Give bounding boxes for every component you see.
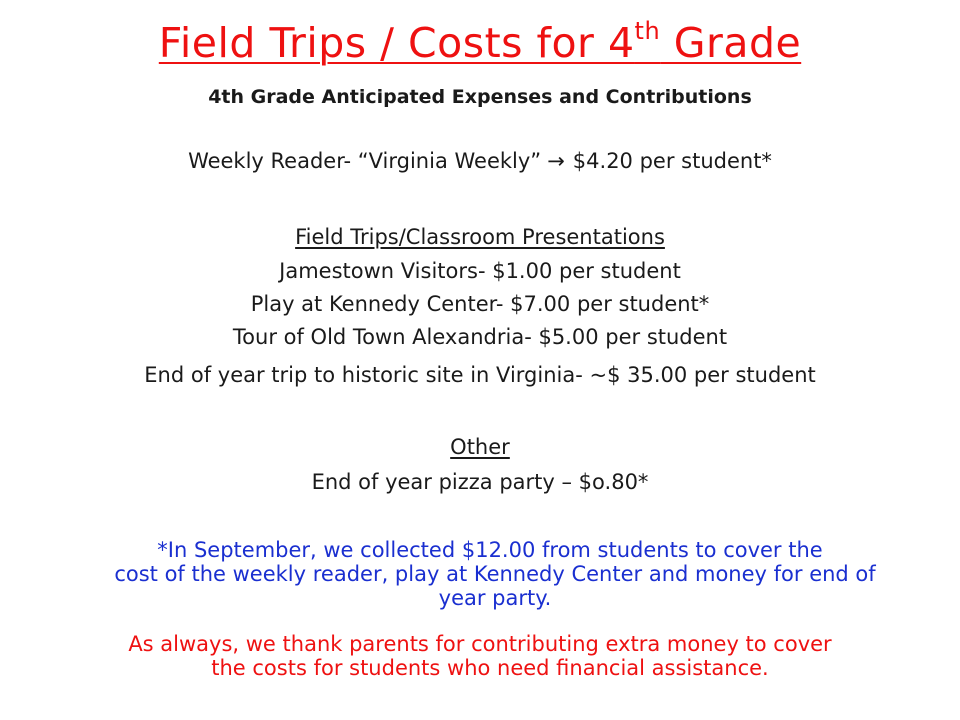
weekly-reader-cost: $4.20 per student* (572, 149, 772, 173)
right-arrow-icon: → (547, 149, 565, 173)
september-note-first: *In September, we collected $12.00 from students to cover the (157, 538, 823, 562)
september-note-rest: cost of the weekly reader, play at Kennedy Center and money for end of year party. (114, 562, 876, 610)
other-heading: Other (450, 435, 510, 459)
field-trip-item: Jamestown Visitors- $1.00 per student (279, 259, 681, 283)
title-end: Grade (660, 19, 802, 67)
field-trips-heading: Field Trips/Classroom Presentations (295, 225, 665, 249)
thanks-note (30, 632, 930, 680)
title-text (159, 19, 801, 67)
page-subtitle: 4th Grade Anticipated Expenses and Contributions (208, 86, 752, 108)
weekly-reader-label: Weekly Reader- “Virginia Weekly” (188, 149, 542, 173)
field-trip-item: End of year trip to historic site in Virginia- ~$ 35.00 per student (144, 363, 816, 387)
field-trip-item: Tour of Old Town Alexandria- $5.00 per student (232, 325, 728, 349)
title-superscript: th (634, 17, 661, 45)
september-note (60, 538, 920, 610)
thanks-note-rest: the costs for students who need financial assistance. (211, 656, 769, 680)
weekly-reader-line (0, 146, 960, 176)
other-item: End of year pizza party – $o.80* (311, 470, 649, 494)
thanks-note-first: As always, we thank parents for contributing extra money to cover (128, 632, 832, 656)
field-trip-item: Play at Kennedy Center- $7.00 per student* (250, 292, 710, 316)
page-title (0, 14, 960, 72)
title-main: Field Trips / Costs for 4 (158, 19, 635, 67)
